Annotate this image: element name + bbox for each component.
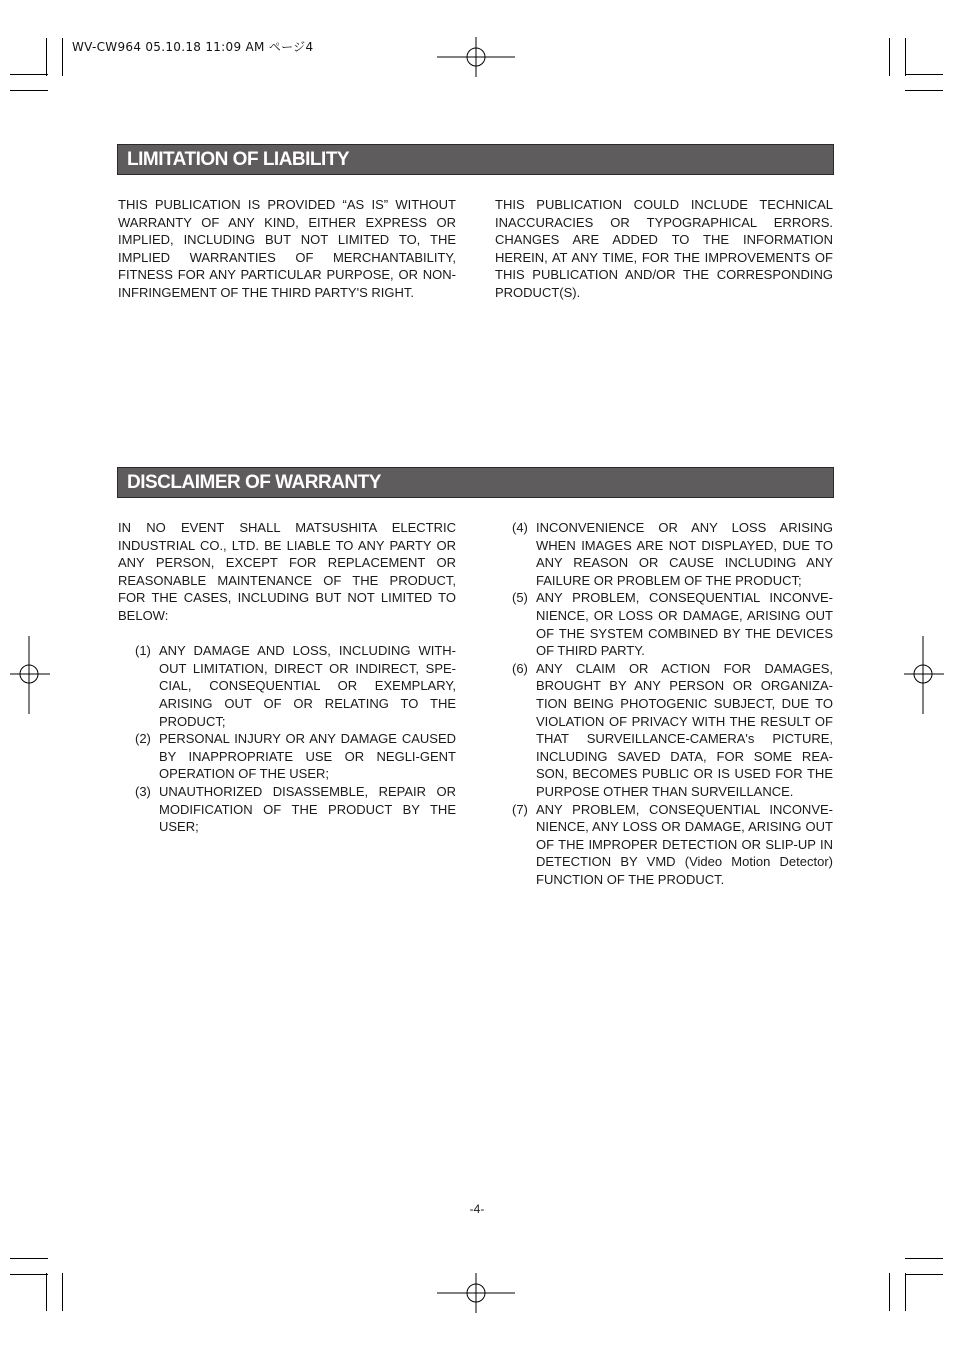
- page-number: -4-: [469, 1202, 485, 1216]
- disclaimer-right-column: [495, 519, 833, 888]
- list-item-number: (4): [512, 520, 528, 535]
- registration-mark-right-icon: [904, 636, 944, 714]
- print-header: WV-CW964 05.10.18 11:09 AM ページ4: [72, 40, 314, 54]
- list-item-number: (3): [135, 783, 151, 799]
- limitation-left-column: [118, 196, 456, 302]
- list-item: [118, 730, 456, 783]
- list-item: [118, 783, 456, 836]
- list-item-number: (2): [135, 731, 151, 747]
- disclaimer-intro-paragraph: IN NO EVENT SHALL MATSUSHITA ELECTRIC INDUSTRIAL CO., LTD. BE LIABLE TO ANY PARTY OR ANY PERSON, EXCEPT FOR REPLACEMENT OR REASONABLE MAINTENANCE OF THE PRODUCT, FOR THE CASES, INCLUDING BUT NOT LIMITED TO BELOW:: [118, 520, 456, 623]
- list-item: [495, 589, 833, 659]
- disclaimer-of-warranty-heading-bar: [117, 467, 834, 498]
- disclaimer-left-column: [118, 519, 456, 836]
- list-item-text: PERSONAL INJURY OR ANY DAMAGE CAUSED BY INAPPROPRIATE USE OR NEGLI-GENT OPERATION OF THE USER;: [159, 731, 456, 782]
- list-item: [495, 519, 833, 589]
- list-item-text: INCONVENIENCE OR ANY LOSS ARISING WHEN IMAGES ARE NOT DISPLAYED, DUE TO ANY REASON OR CAUSE INCLUDING ANY FAILURE OR PROBLEM OF THE PRODUCT;: [536, 520, 833, 588]
- disclaimer-list-right: [495, 519, 833, 888]
- list-item-text: ANY PROBLEM, CONSEQUENTIAL INCONVE-NIENCE, ANY LOSS OR DAMAGE, ARISING OUT OF THE IMPROPER DETECTION OR SLIP-UP IN DETECTION BY VMD (Video Motion Detector) FUNCTION OF THE PRODUCT.: [536, 801, 833, 887]
- list-item: [495, 660, 833, 801]
- limitation-right-paragraph: THIS PUBLICATION COULD INCLUDE TECHNICAL INACCURACIES OR TYPOGRAPHICAL ERRORS. CHANGES ARE ADDED TO THE INFORMATION HEREIN, AT ANY TIME, FOR THE IMPROVEMENTS OF THIS PUBLICATION AND/OR THE CORRESPONDING PRODUCT(S).: [495, 197, 833, 300]
- list-item-number: (6): [512, 660, 528, 676]
- limitation-right-column: [495, 196, 833, 302]
- registration-mark-top-icon: [437, 37, 517, 77]
- registration-mark-left-icon: [10, 636, 50, 714]
- disclaimer-list-left: [118, 642, 456, 836]
- list-item-number: (7): [512, 801, 528, 817]
- list-item-text: UNAUTHORIZED DISASSEMBLE, REPAIR OR MODIFICATION OF THE PRODUCT BY THE USER;: [159, 783, 456, 835]
- list-item: [118, 642, 456, 730]
- list-item-text: ANY CLAIM OR ACTION FOR DAMAGES, BROUGHT BY ANY PERSON OR ORGANIZA-TION BEING PHOTOGENIC SUBJECT, DUE TO VIOLATION OF PRIVACY WITH THE RESULT OF THAT SURVEILLANCE-CAMERA's PICTURE, INCLUDING SAVED DATA, FOR SOME REA-SON, BECOMES PUBLIC OR IS USED FOR THE PURPOSE OTHER THAN SURVEILLANCE.: [536, 660, 833, 799]
- disclaimer-of-warranty-title: DISCLAIMER OF WARRANTY: [127, 472, 381, 493]
- limitation-of-liability-heading-bar: [117, 144, 834, 175]
- list-item-number: (5): [512, 590, 528, 606]
- limitation-of-liability-title: LIMITATION OF LIABILITY: [127, 149, 350, 170]
- list-item-text: ANY PROBLEM, CONSEQUENTIAL INCONVE-NIENCE, OR LOSS OR DAMAGE, ARISING OUT OF THE SYSTEM COMBINED BY THE DEVICES OF THIRD PARTY.: [536, 590, 833, 659]
- list-item-number: (1): [135, 643, 151, 659]
- limitation-left-paragraph: THIS PUBLICATION IS PROVIDED “AS IS” WITHOUT WARRANTY OF ANY KIND, EITHER EXPRESS OR IMPLIED, INCLUDING BUT NOT LIMITED TO, THE IMPLIED WARRANTIES OF MERCHANTABILITY, FITNESS FOR ANY PARTICULAR PURPOSE, OR NON-INFRINGEMENT OF THE THIRD PARTY'S RIGHT.: [118, 197, 456, 300]
- list-item: [495, 801, 833, 889]
- list-item-text: ANY DAMAGE AND LOSS, INCLUDING WITH-OUT LIMITATION, DIRECT OR INDIRECT, SPE-CIAL, CONSEQUENTIAL OR EXEMPLARY, ARISING OUT OF OR RELATING TO THE PRODUCT;: [159, 643, 456, 729]
- registration-mark-bottom-icon: [437, 1273, 517, 1313]
